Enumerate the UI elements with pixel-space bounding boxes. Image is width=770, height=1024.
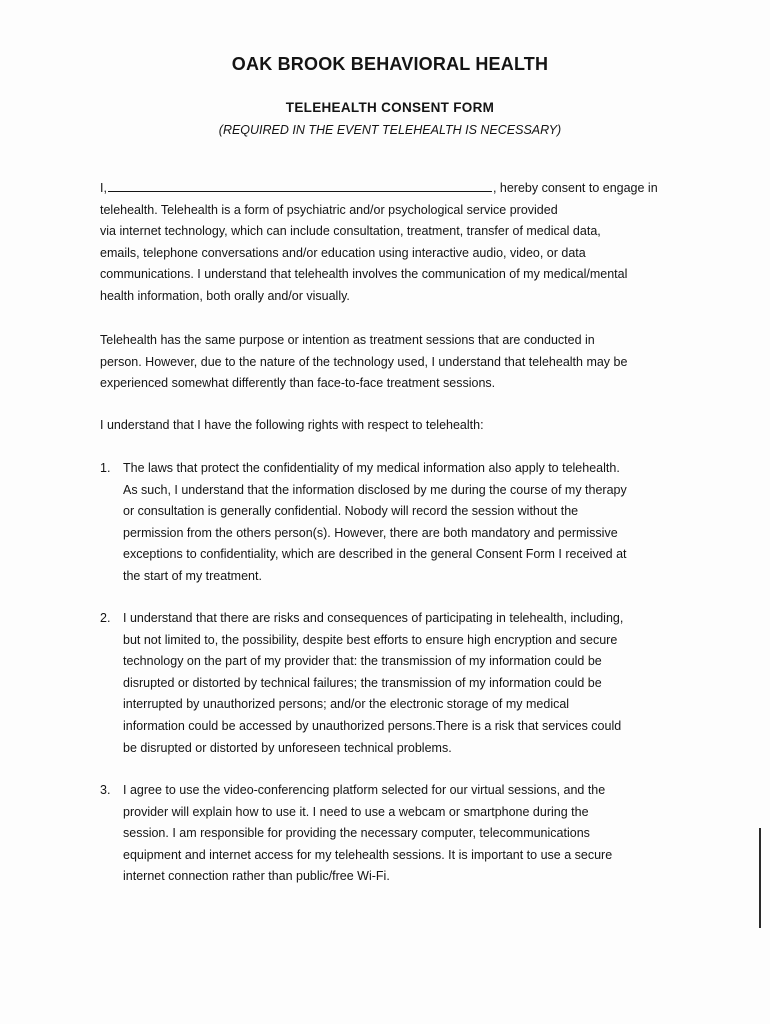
list-item-number: 3. (100, 783, 111, 797)
paragraph-line: person. However, due to the nature of the technology used, I understand that telehealth may be (100, 354, 628, 369)
paragraph-line: experienced somewhat differently than face-to-face treatment sessions. (100, 376, 496, 391)
name-blank-field[interactable] (108, 179, 492, 192)
list-item-line: session. I am responsible for providing the necessary computer, telecommunications (123, 826, 590, 841)
list-item-number: 2. (100, 611, 111, 625)
form-title: TELEHEALTH CONSENT FORM (285, 100, 495, 115)
paragraph-line: Telehealth has the same purpose or intention as treatment sessions that are conducted in (100, 333, 595, 347)
intro-line: via internet technology, which can include consultation, treatment, transfer of medical data, (100, 224, 601, 239)
list-item-line: technology on the part of my provider that: the transmission of my information could be (123, 654, 602, 669)
intro-paragraph (100, 178, 670, 308)
intro-line: health information, both orally and/or visually. (100, 288, 350, 303)
document-title: OAK BROOK BEHAVIORAL HEALTH (231, 54, 549, 74)
list-item-line: be disrupted or distorted by unforeseen technical problems. (123, 740, 452, 755)
paragraph-line: I understand that I have the following rights with respect to telehealth: (100, 418, 484, 432)
telehealth-purpose-paragraph (100, 330, 670, 395)
list-item-number: 1. (100, 461, 111, 475)
list-item-line: permission from the others person(s). However, there are both mandatory and permissive (123, 525, 618, 540)
list-item-line: As such, I understand that the information disclosed by me during the course of my therapy (123, 482, 627, 497)
form-requirement-note: (REQUIRED IN THE EVENT TELEHEALTH IS NECESSARY) (218, 123, 562, 137)
list-item-line: I understand that there are risks and consequences of participating in telehealth, including, (123, 611, 624, 625)
list-item-line: the start of my treatment. (123, 568, 262, 583)
intro-line: telehealth. Telehealth is a form of psychiatric and/or psychological service provided (100, 202, 558, 217)
intro-line: emails, telephone conversations and/or education using interactive audio, video, or data (100, 245, 586, 260)
list-item-line: interrupted by unauthorized persons; and/or the electronic storage of my medical (123, 697, 570, 712)
list-item-line: disrupted or distorted by technical failures; the transmission of my information could be (123, 675, 602, 690)
list-item-text (123, 608, 680, 759)
intro-first-line (100, 178, 670, 200)
list-item-line: or consultation is generally confidential. Nobody will record the session without the (123, 504, 579, 519)
list-item-line: I agree to use the video-conferencing platform selected for our virtual sessions, and the (123, 783, 606, 797)
list-item-line: exceptions to confidentiality, which are described in the general Consent Form I received at (123, 547, 627, 562)
list-item-line: provider will explain how to use it. I need to use a webcam or smartphone during the (123, 804, 589, 819)
intro-suffix: , hereby consent to engage in (492, 181, 658, 195)
rights-intro-paragraph (100, 415, 670, 437)
list-item-text (123, 780, 680, 888)
intro-line: communications. I understand that telehealth involves the communication of my medical/mental (100, 267, 628, 282)
list-item-line: equipment and internet access for my telehealth sessions. It is important to use a secure (123, 847, 613, 862)
list-item-text (123, 458, 680, 588)
scan-edge-mark (759, 828, 761, 928)
list-item-line: The laws that protect the confidentiality of my medical information also apply to telehealth. (123, 461, 620, 475)
list-item-line: but not limited to, the possibility, despite best efforts to ensure high encryption and secure (123, 632, 618, 647)
list-item-line: internet connection rather than public/free Wi-Fi. (123, 869, 390, 884)
list-item-line: information could be accessed by unauthorized persons.There is a risk that services could (123, 718, 622, 733)
intro-prefix: I, (100, 181, 107, 195)
